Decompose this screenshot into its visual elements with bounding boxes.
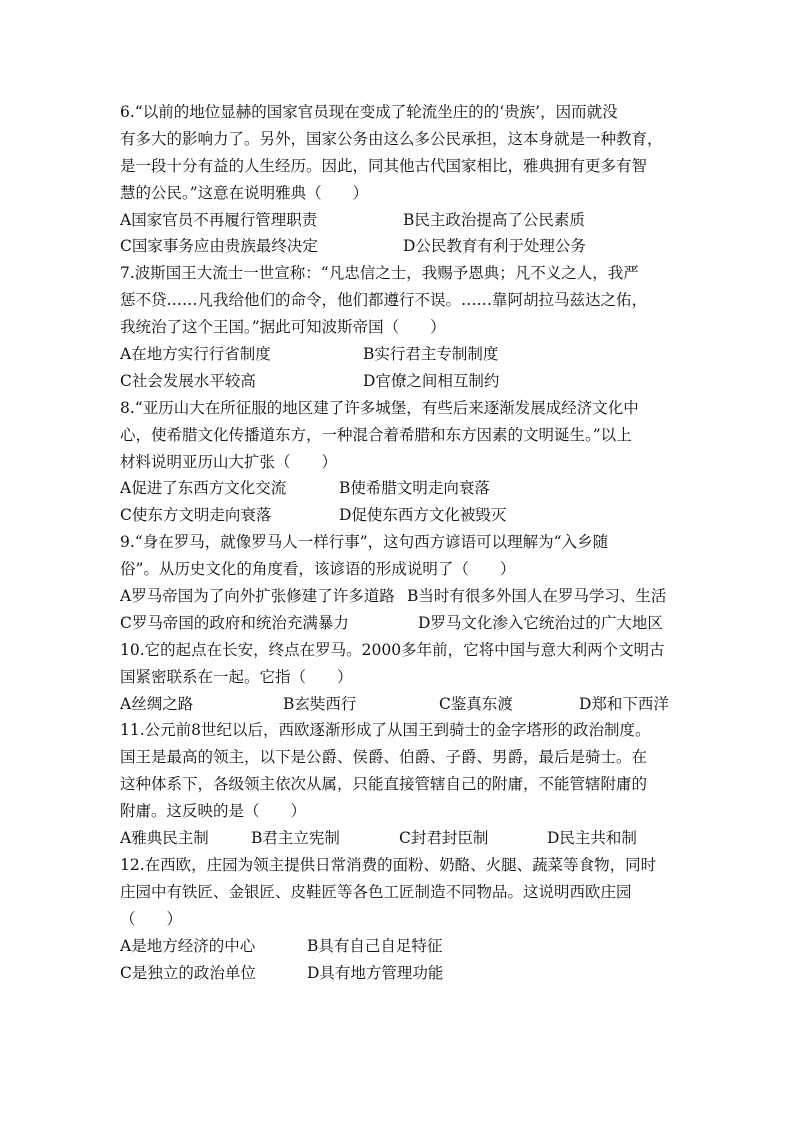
option-d: D罗马文化渗入它统治过的广大地区	[418, 613, 663, 632]
option-c: C罗马帝国的政府和统治充满暴力	[120, 613, 349, 632]
option-a: A促进了东西方文化交流	[120, 479, 287, 498]
question-stem-line: 俗”。从历史文化的角度看，该谚语的形成说明了（ ）	[120, 560, 516, 579]
question-stem-line: 国王是最高的领主，以下是公爵、侯爵、伯爵、子爵、男爵，最后是骑士。在	[120, 748, 648, 767]
option-row	[120, 502, 680, 529]
option-row	[120, 933, 680, 960]
option-c: C使东方文明走向衰落	[120, 506, 272, 525]
option-a: A罗马帝国为了向外扩张修建了许多道路	[120, 587, 395, 606]
option-d: D郑和下西洋	[579, 694, 669, 713]
question-stem-line: 这种体系下，各级领主依次从属，只能直接管辖自己的附庸，不能管辖附庸的	[120, 775, 648, 794]
question-stem-line: 心，使希腊文化传播道东方，一种混合着希腊和东方因素的文明诞生。”以上	[120, 425, 632, 444]
option-c: C封君封臣制	[399, 829, 489, 848]
question-8	[120, 395, 680, 529]
option-d: D公民教育有利于处理公务	[403, 237, 586, 256]
question-10	[120, 637, 680, 718]
question-stem-line: 8.“亚历山大在所征服的地区建了许多城堡，有些后来逐渐发展成经济文化中	[120, 398, 639, 417]
question-6	[120, 99, 680, 260]
option-row	[120, 960, 680, 987]
option-a: A雅典民主制	[120, 829, 209, 848]
option-d: D促使东西方文化被毁灭	[339, 506, 507, 525]
question-list	[120, 99, 680, 986]
option-b: B使希腊文明走向衰落	[339, 479, 490, 498]
question-12	[120, 852, 680, 986]
question-11	[120, 717, 680, 851]
question-stem-line: 是一段十分有益的人生经历。因此，同其他古代国家相比，雅典拥有更多有智	[120, 156, 648, 175]
question-stem-line: 附庸。这反映的是（ ）	[120, 802, 307, 821]
question-stem-line: （ ）	[120, 909, 183, 928]
option-c: C鉴真东渡	[439, 694, 513, 713]
option-b: B玄奘西行	[283, 694, 357, 713]
option-row	[120, 233, 680, 260]
option-row	[120, 475, 680, 502]
question-stem-line: 7.波斯国王大流士一世宣称：“凡忠信之士，我赐予恩典；凡不义之人，我严	[120, 264, 639, 283]
question-stem-line: 有多大的影响力了。另外，国家公务由这么多公民承担，这本身就是一种教育，	[120, 129, 663, 148]
question-stem-line: 我统治了这个王国。”据此可知波斯帝国（ ）	[120, 318, 446, 337]
option-b: B民主政治提高了公民素质	[403, 210, 585, 229]
question-9	[120, 529, 680, 637]
option-a: A在地方实行行省制度	[120, 345, 271, 364]
option-a: A是地方经济的中心	[120, 936, 256, 955]
option-d: D具有地方管理功能	[307, 963, 444, 982]
option-row	[120, 583, 680, 610]
option-b: B实行君主专制制度	[363, 345, 499, 364]
question-stem-line: 材料说明亚历山大扩张（ ）	[120, 452, 338, 471]
option-row	[120, 368, 680, 395]
question-stem-line: 慧的公民。”这意在说明雅典（ ）	[120, 183, 369, 202]
option-row	[120, 341, 680, 368]
question-stem-line: 12.在西欧，庄园为领主提供日常消费的面粉、奶酪、火腿、蔬菜等食物，同时	[120, 855, 657, 874]
question-stem-line: 10.它的起点在长安，终点在罗马。2000多年前，它将中国与意大利两个文明古	[120, 640, 665, 659]
option-a: A国家官员不再履行管理职责	[120, 210, 318, 229]
option-row	[120, 207, 680, 234]
option-b: B具有自己自足特征	[307, 936, 443, 955]
option-row	[120, 691, 680, 718]
option-c: C国家事务应由贵族最终决定	[120, 237, 318, 256]
question-7	[120, 260, 680, 394]
option-c: C是独立的政治单位	[120, 963, 256, 982]
question-stem-line: 国紧密联系在一起。它指（ ）	[120, 667, 353, 686]
question-stem-line: 6.“以前的地位显赫的国家官员现在变成了轮流坐庄的的‘贵族’，因而就没	[120, 103, 618, 121]
option-a: A丝绸之路	[120, 694, 194, 713]
option-b: B当时有很多外国人在罗马学习、生活	[407, 587, 667, 606]
option-d: D民主共和制	[547, 829, 637, 848]
option-row	[120, 825, 680, 852]
question-stem-line: 9.“身在罗马，就像罗马人一样行事”，这句西方谚语可以理解为“入乡随	[120, 533, 609, 552]
option-d: D官僚之间相互制约	[363, 371, 500, 390]
question-stem-line: 惩不贷……凡我给他们的命令，他们都遵行不误。……靠阿胡拉马兹达之佑，	[120, 291, 648, 310]
option-c: C社会发展水平较高	[120, 371, 256, 390]
question-stem-line: 11.公元前8世纪以后，西欧逐渐形成了从国王到骑士的金字塔形的政治制度。	[120, 721, 651, 740]
option-b: B君主立宪制	[251, 829, 340, 848]
question-stem-line: 庄园中有铁匠、金银匠、皮鞋匠等各色工匠制造不同物品。这说明西欧庄园	[120, 882, 632, 901]
option-row	[120, 610, 680, 637]
